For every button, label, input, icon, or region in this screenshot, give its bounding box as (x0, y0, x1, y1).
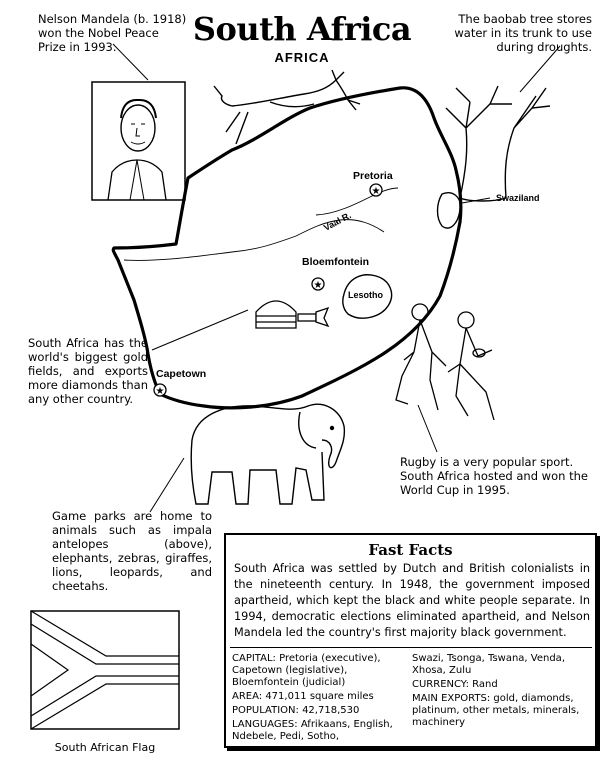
vaal-river (316, 188, 398, 215)
fact-exports: MAIN EXPORTS: gold, diamonds, platinum, other metals, minerals, machinery (412, 693, 580, 728)
lesotho-label: Lesotho (348, 290, 383, 300)
page-title: South Africa (192, 10, 412, 48)
swaziland-label: Swaziland (496, 193, 540, 203)
flag-caption: South African Flag (54, 741, 156, 754)
capetown-label: Capetown (156, 368, 207, 380)
rugby-leader-line (418, 405, 437, 452)
fact-capital: CAPITAL: Pretoria (executive), Capetown (legislative), Bloemfontein (judicial) (232, 653, 381, 688)
swaziland-shape (438, 193, 461, 228)
fact-languages-continued: Swazi, Tsonga, Tswana, Venda, Xhosa, Zulu (412, 653, 565, 676)
page-subtitle: AFRICA (274, 50, 330, 65)
baobab-note: The baobab tree stores water in its trunk to use during droughts. (454, 12, 592, 54)
pretoria-marker (370, 184, 382, 197)
fact-area: AREA: 471,011 square miles (232, 691, 374, 702)
gold-note: South Africa has the world's biggest gold fields, and exports more diamonds than any other country. (28, 336, 148, 406)
fast-facts-right-column (412, 653, 590, 731)
pretoria-label: Pretoria (353, 170, 393, 182)
capetown-marker (154, 384, 166, 397)
vaal-river-label: Vaal R. (322, 210, 353, 233)
gold-mine-drawing (256, 301, 328, 328)
fact-population: POPULATION: 42,718,530 (232, 705, 360, 716)
bloemfontein-marker (312, 278, 324, 291)
mandela-leader-line (113, 44, 148, 80)
fact-languages: LANGUAGES: Afrikaans, English, Ndebele, Pedi, Sotho, (232, 719, 393, 742)
fast-facts-left-column (232, 653, 408, 745)
rugby-note: Rugby is a very popular sport. South Africa hosted and won the World Cup in 1995. (400, 455, 588, 497)
fast-facts-paragraph: South Africa was settled by Dutch and British colonialists in the nineteenth century. In 1948, the government imposed apartheid, which kept the black and white people separate. In 1994, democratic elections eliminated apartheid, and Nelson Mandela led the country's first majority black government. (234, 562, 590, 639)
fast-facts-title: Fast Facts (368, 541, 453, 559)
fact-currency: CURRENCY: Rand (412, 679, 498, 690)
fast-facts-box (224, 533, 597, 748)
elephant-drawing (191, 404, 344, 504)
bloemfontein-label: Bloemfontein (302, 256, 370, 268)
mandela-portrait (92, 82, 185, 200)
gameparks-note: Game parks are home to animals such as impala antelopes (above), elephants, zebras, giraffes, lions, leopards, and cheetahs. (52, 509, 212, 593)
mandela-note: Nelson Mandela (b. 1918) won the Nobel Peace Prize in 1993. (38, 12, 187, 54)
south-african-flag (30, 610, 180, 730)
gameparks-leader-line (150, 458, 184, 512)
gold-leader-line (152, 310, 248, 350)
svg-text:★: ★ (371, 186, 381, 197)
fast-facts-divider (230, 647, 592, 648)
orange-river (124, 220, 384, 261)
baobab-drawing (446, 86, 550, 201)
baobab-leader-line (520, 46, 560, 92)
svg-text:★: ★ (155, 386, 165, 397)
impala-drawing (214, 70, 360, 144)
svg-text:★: ★ (313, 280, 323, 291)
rugby-drawing (396, 304, 494, 420)
